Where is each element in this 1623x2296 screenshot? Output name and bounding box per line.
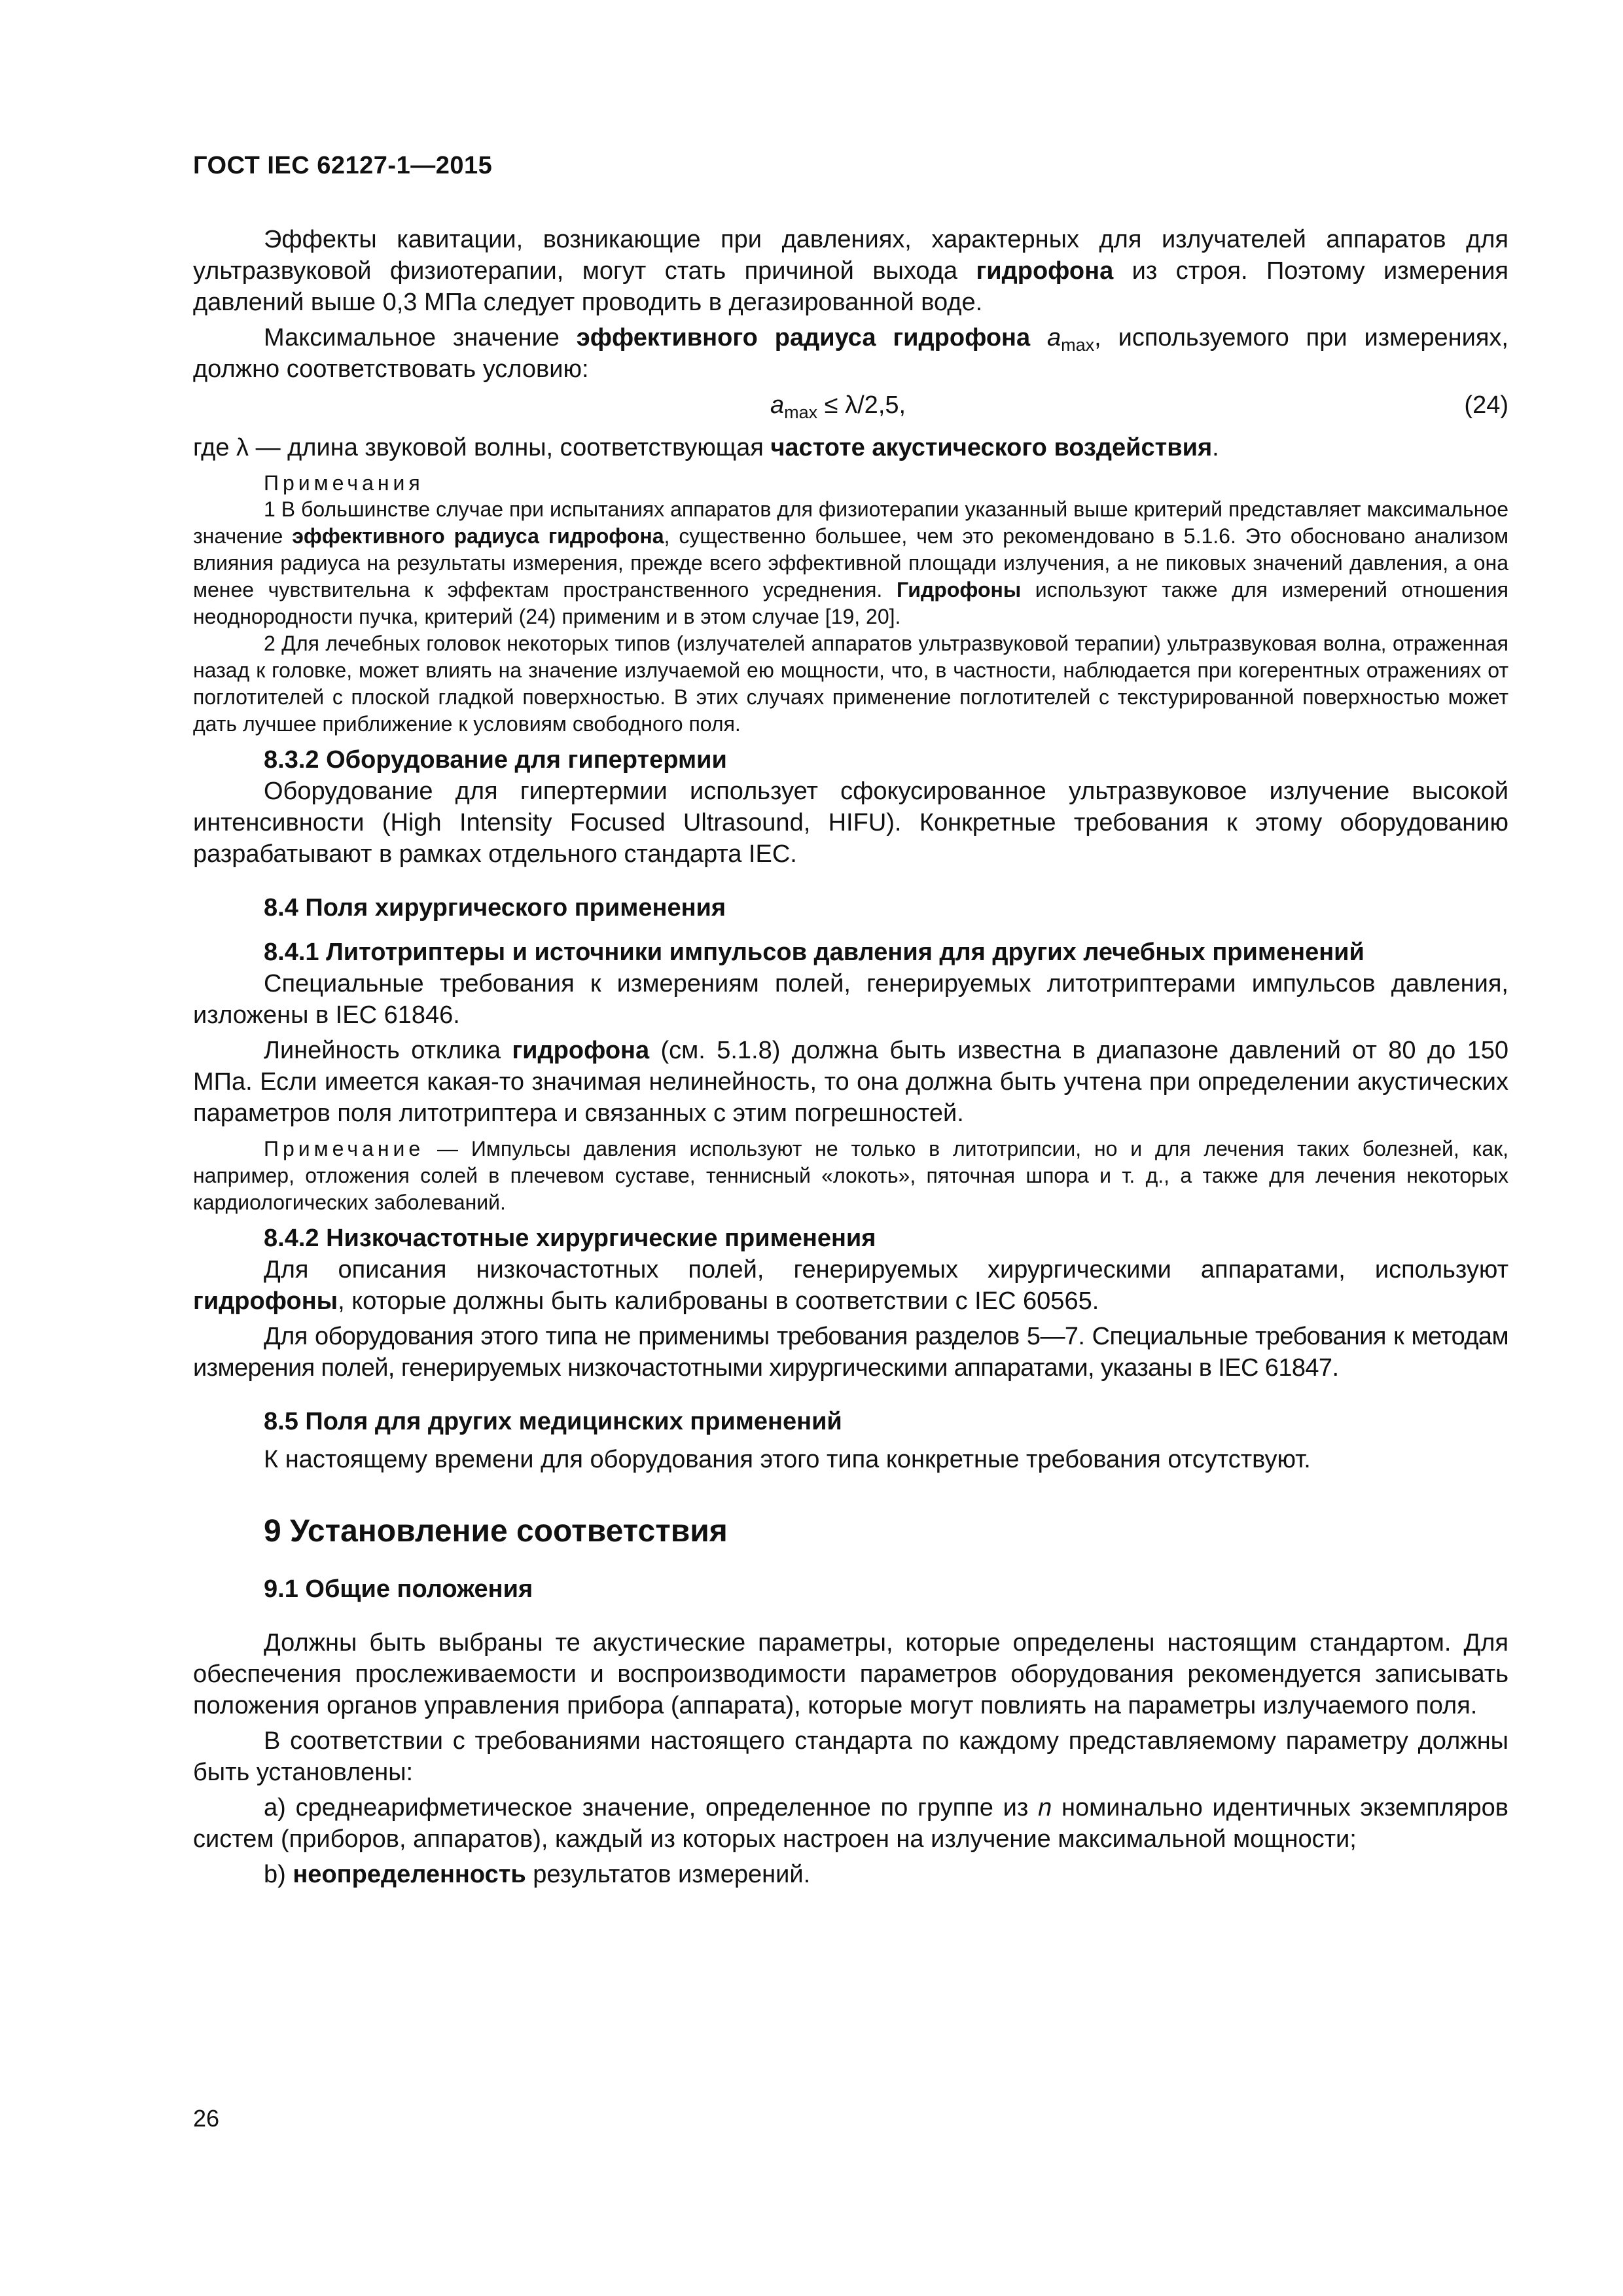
paragraph-8-5: К настоящему времени для оборудования этого типа конкретные требования отсутствуют. bbox=[264, 1446, 1311, 1473]
paragraph-cavitation: Эффекты кавитации, возникающие при давлениях, характерных для излучателей аппаратов для ультразвуковой физиотерапии, могут стать причиной выхода гидрофона из строя. Поэтому измерения давлений выше 0,3 МПа следует проводить в дегазированной воде. bbox=[193, 226, 1508, 316]
paragraph-9-1-d: b) неопределенность результатов измерений. bbox=[264, 1861, 811, 1888]
heading-8-4: 8.4 Поля хирургического применения bbox=[264, 894, 726, 922]
paragraph-8-4-1-a: Специальные требования к измерениям полей, генерируемых литотриптерами импульсов давления, изложены в IEC 61846. bbox=[193, 970, 1508, 1029]
paragraph-8-4-1-b: Линейность отклика гидрофона (см. 5.1.8) должна быть известна в диапазоне давлений от 80 до 150 МПа. Если имеется какая-то значимая нелинейность, то она должна быть учтена при определении акустических параметров поля литотриптера и связанных с этим погрешностей. bbox=[193, 1037, 1508, 1127]
page-content bbox=[193, 224, 1508, 1890]
document-page bbox=[193, 0, 1508, 2296]
document-header: ГОСТ IEC 62127-1—2015 bbox=[193, 152, 493, 179]
heading-8-4-1: 8.4.1 Литотриптеры и источники импульсов давления для других лечебных применений bbox=[264, 939, 1364, 966]
heading-9: 9 Установление соответствия bbox=[264, 1514, 728, 1549]
note-2: 2 Для лечебных головок некоторых типов (излучателей аппаратов ультразвуковой терапии) ультразвуковая волна, отраженная назад к головке, может влиять на значение излучаемой ею мощности, что, в частности, наблюдается при когерентных отражениях от поглотителей с плоской гладкой поверхностью. В этих случаях применение поглотителей с текстурированной поверхностью может дать лучшее приближение к условиям свободного поля. bbox=[193, 632, 1508, 736]
paragraph-9-1-b: В соответствии с требованиями настоящего стандарта по каждому представляемому параметру должны быть установлены: bbox=[193, 1727, 1508, 1786]
formula-24 bbox=[193, 385, 1508, 425]
heading-8-3-2: 8.3.2 Оборудование для гипертермии bbox=[264, 746, 727, 774]
paragraph-8-4-2-b: Для оборудования этого типа не применимы требования разделов 5—7. Специальные требования к методам измерения полей, генерируемых низкочастотными хирургическими аппаратами, указаны в IEC 61847. bbox=[193, 1323, 1508, 1382]
paragraph-9-1-a: Должны быть выбраны те акустические параметры, которые определены настоящим стандартом. Для обеспечения прослеживаемости и воспроизводимости параметров оборудования рекомендуется записывать положения органов управления прибора (аппарата), которые могут повлиять на параметры излучаемого поля. bbox=[193, 1629, 1508, 1719]
paragraph-8-4-2-a: Для описания низкочастотных полей, генерируемых хирургическими аппаратами, используют гидрофоны, которые должны быть калиброваны в соответствии с IEC 60565. bbox=[193, 1256, 1508, 1315]
notes-title: Примечания bbox=[264, 471, 424, 495]
heading-8-5: 8.5 Поля для других медицинских применений bbox=[264, 1408, 842, 1435]
note-1: 1 В большинстве случае при испытаниях аппаратов для физиотерапии указанный выше критерий представляет максимальное значение эффективного радиуса гидрофона, существенно большее, чем это рекомендовано в 5.1.6. Это обосновано анализом влияния радиуса на результаты измерения, прежде всего эффективной площади излучения, а не пиковых значений давления, а она менее чувствительна к эффектам пространственного усреднения. Гидрофоны используют также для измерений отношения неоднородности пучка, критерий (24) применим и в этом случае [19, 20]. bbox=[193, 497, 1509, 628]
page-number: 26 bbox=[193, 2105, 220, 2132]
paragraph-wavelength: где λ — длина звуковой волны, соответствующая частоте акустического воздействия. bbox=[193, 434, 1219, 461]
paragraph-9-1-c: а) среднеарифметическое значение, определенное по группе из n номинально идентичных экземпляров систем (приборов, аппаратов), каждый из которых настроен на излучение максимальной мощности; bbox=[193, 1794, 1508, 1853]
formula-expression: $a_{max} \le \lambda/2,5$, bbox=[770, 391, 906, 422]
heading-9-1: 9.1 Общие положения bbox=[264, 1575, 533, 1603]
heading-8-4-2: 8.4.2 Низкочастотные хирургические применения bbox=[264, 1225, 876, 1252]
paragraph-max-radius: Максимальное значение эффективного радиуса гидрофона $a_{max}$, используемого при измерениях, должно соответствовать условию: bbox=[193, 324, 1508, 383]
formula-number: (24) bbox=[1464, 391, 1508, 419]
note-3: Примечание — Импульсы давления используют не только в литотрипсии, но и для лечения таких болезней, как, например, отложения солей в плечевом суставе, теннисный «локоть», пяточная шпора и т. д., а также для лечения некоторых кардиологических заболеваний. bbox=[193, 1137, 1508, 1214]
paragraph-8-3-2: Оборудование для гипертермии использует сфокусированное ультразвуковое излучение высокой интенсивности (High Intensity Focused Ultrasound, HIFU). Конкретные требования к этому оборудованию разрабатывают в рамках отдельного стандарта IEC. bbox=[193, 778, 1508, 868]
